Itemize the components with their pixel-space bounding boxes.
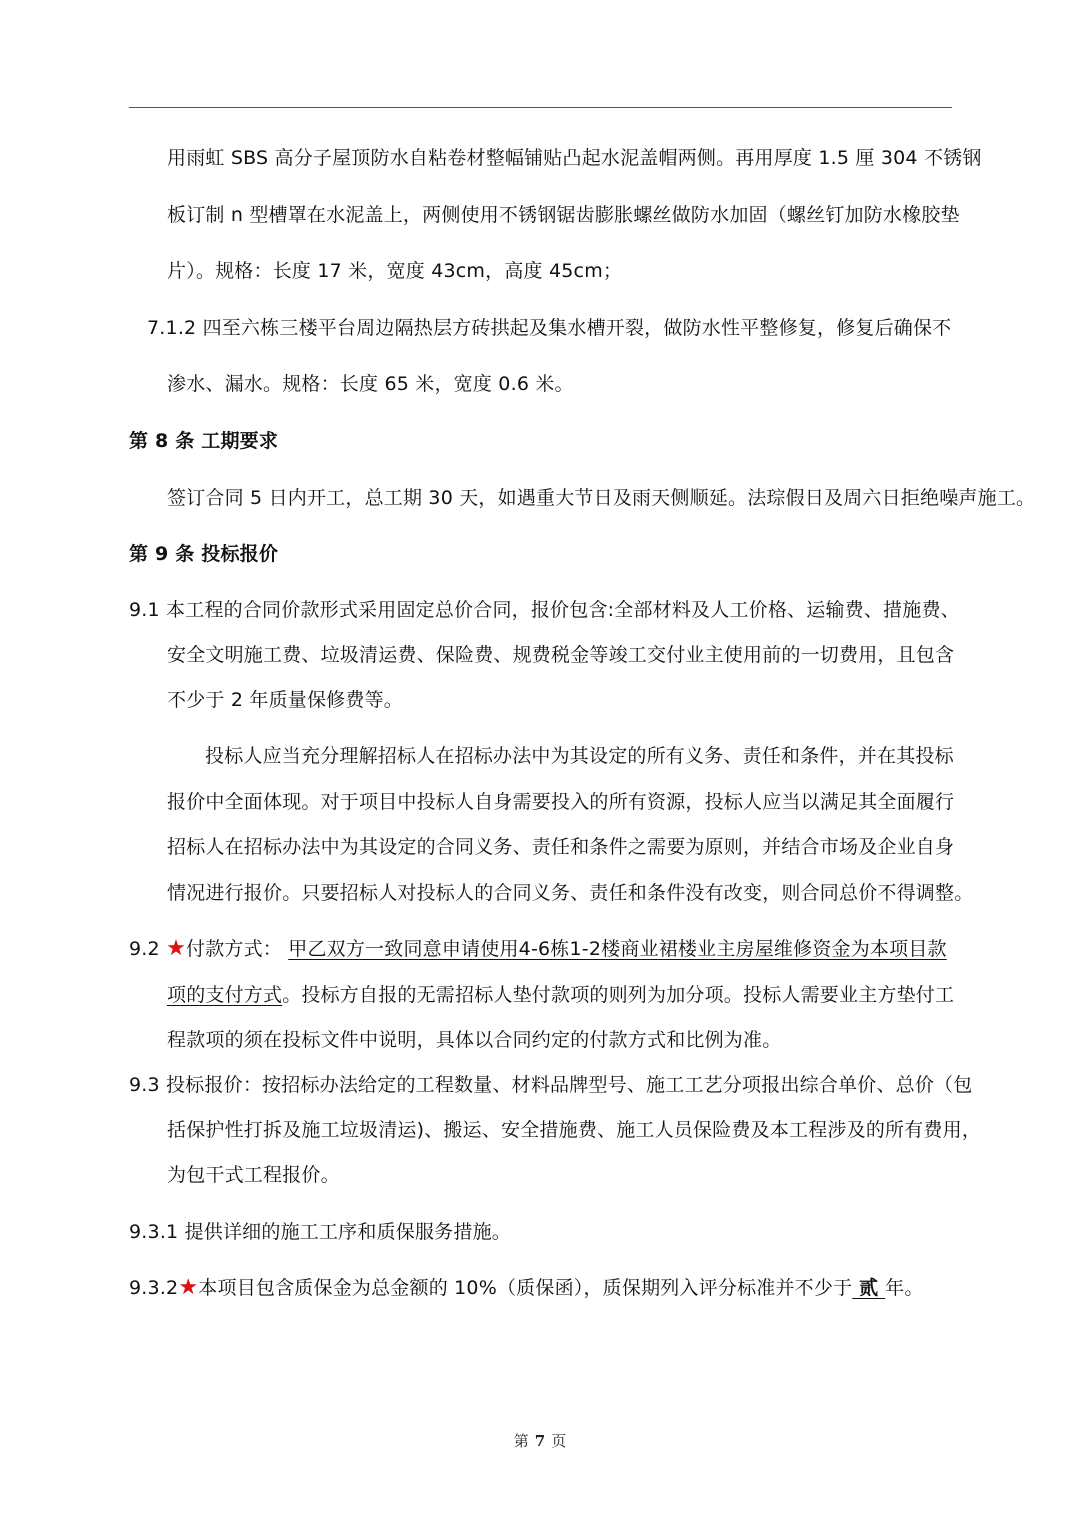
body-line: 用雨虹 SBS 高分子屋顶防水自粘卷材整幅铺贴凸起水泥盖帽两侧。再用厚度 1.5 厘 304 不锈钢 bbox=[167, 147, 982, 169]
body-line: 片）。规格：长度 17 米，宽度 43cm，高度 45cm； bbox=[167, 260, 623, 282]
underlined-text: 项的支付方式 bbox=[167, 984, 283, 1006]
header-rule bbox=[129, 107, 952, 108]
clause-9-2 bbox=[129, 936, 947, 962]
star-icon: ★ bbox=[166, 936, 186, 961]
body-line: 安全文明施工费、垃圾清运费、保险费、规费税金等竣工交付业主使用前的一切费用，且包含 bbox=[167, 644, 955, 666]
clause-9-3: 9.3 投标报价：按招标办法给定的工程数量、材料品牌型号、施工工艺分项报出综合单价、总价（包 bbox=[129, 1074, 973, 1096]
page-footer bbox=[0, 1430, 1080, 1451]
body-line bbox=[167, 982, 954, 1008]
star-icon: ★ bbox=[178, 1275, 199, 1300]
body-line: 程款项的须在投标文件中说明，具体以合同约定的付款方式和比例为准。 bbox=[167, 1029, 782, 1051]
body-line: 渗水、漏水。规格：长度 65 米，宽度 0.6 米。 bbox=[167, 373, 574, 395]
page-number: 7 bbox=[534, 1432, 546, 1450]
body-line: 情况进行报价。只要招标人对投标人的合同义务、责任和条件没有改变，则合同总价不得调整。 bbox=[167, 882, 974, 904]
clause-9-3-1: 9.3.1 提供详细的施工工序和质保服务措施。 bbox=[129, 1221, 511, 1243]
underlined-text: 贰 bbox=[852, 1277, 886, 1299]
clause-label: 付款方式： bbox=[186, 938, 289, 960]
clause-9-3-2 bbox=[129, 1275, 924, 1301]
body-line: 板订制 n 型槽罩在水泥盖上，两侧使用不锈钢锯齿膨胀螺丝做防水加固（螺丝钉加防水橡胶垫 bbox=[167, 204, 960, 226]
body-line: 不少于 2 年质量保修费等。 bbox=[167, 689, 403, 711]
clause-number: 9.3.2 bbox=[129, 1277, 179, 1299]
paragraph-start: 投标人应当充分理解招标人在招标办法中为其设定的所有义务、责任和条件，并在其投标 bbox=[205, 745, 954, 767]
clause-7-1-2: 7.1.2 四至六栋三楼平台周边隔热层方砖拱起及集水槽开裂，做防水性平整修复，修复后确保不 bbox=[147, 317, 952, 339]
underlined-text: 甲乙双方一致同意申请使用4-6栋1-2楼商业裙楼业主房屋维修资金为本项目款 bbox=[288, 938, 947, 960]
text-span: 年。 bbox=[885, 1277, 924, 1299]
body-line: 报价中全面体现。对于项目中投标人自身需要投入的所有资源，投标人应当以满足其全面履行 bbox=[167, 791, 955, 813]
body-line: 招标人在招标办法中为其设定的合同义务、责任和条件之需要为原则，并结合市场及企业自身 bbox=[167, 836, 955, 858]
text-span: 。投标方自报的无需招标人垫付款项的则列为加分项。投标人需要业主方垫付工 bbox=[282, 984, 955, 1006]
text-span: 本项目包含质保金为总金额的 10%（质保函），质保期列入评分标准并不少于 bbox=[198, 1277, 853, 1299]
body-line: 为包干式工程报价。 bbox=[167, 1164, 340, 1186]
footer-suffix: 页 bbox=[551, 1432, 567, 1450]
section-heading-9: 第 9 条 投标报价 bbox=[129, 543, 279, 565]
body-line: 括保护性打拆及施工垃圾清运)、搬运、安全措施费、施工人员保险费及本工程涉及的所有费用， bbox=[167, 1119, 982, 1141]
body-line: 签订合同 5 日内开工，总工期 30 天，如遇重大节日及雨天侧顺延。法琮假日及周六日拒绝噪声施工。 bbox=[167, 487, 1036, 509]
section-heading-8: 第 8 条 工期要求 bbox=[129, 430, 279, 452]
clause-number: 9.2 bbox=[129, 938, 167, 960]
clause-9-1: 9.1 本工程的合同价款形式采用固定总价合同，报价包含:全部材料及人工价格、运输费、措施费、 bbox=[129, 599, 960, 621]
footer-prefix: 第 bbox=[513, 1432, 529, 1450]
